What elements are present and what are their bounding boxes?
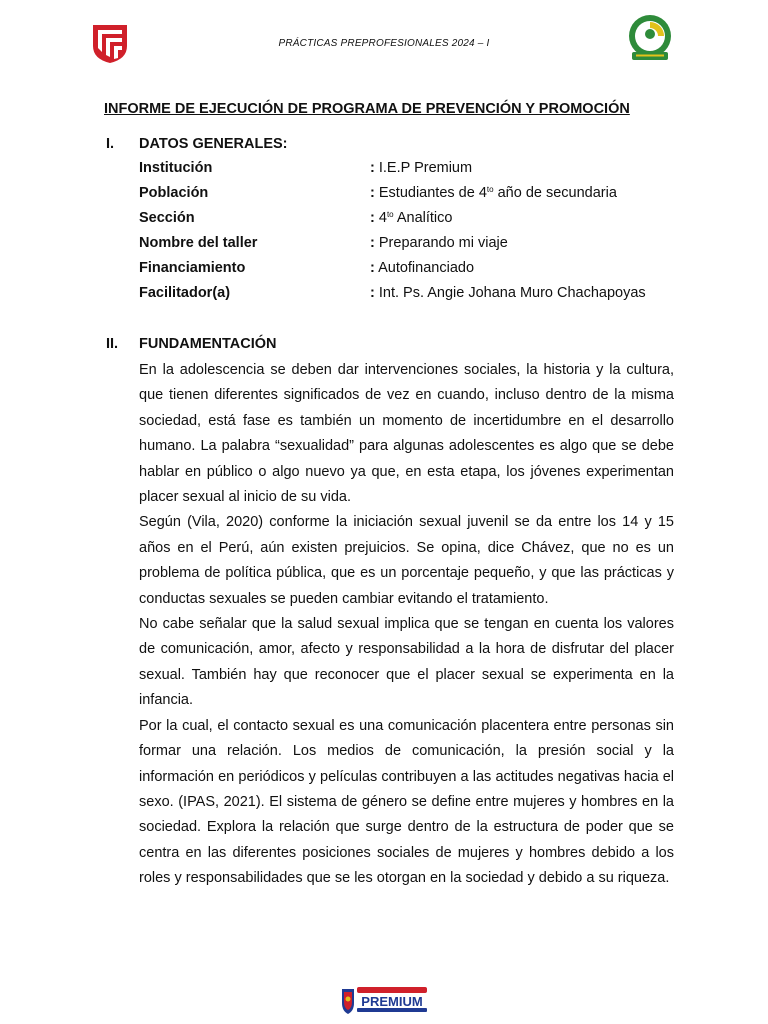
field-nombre-taller: [139, 235, 699, 255]
field-label: Nombre del taller: [139, 235, 258, 251]
field-label: Población: [139, 185, 209, 201]
section-2-heading: FUNDAMENTACIÓN: [139, 336, 277, 352]
accreditation-badge-icon: [626, 12, 674, 66]
footer-logo-text: PREMIUM: [361, 994, 423, 1009]
field-value: : Autofinanciado: [370, 260, 475, 276]
document-title: INFORME DE EJECUCIÓN DE PROGRAMA DE PREVENCIÓN Y PROMOCIÓN: [104, 101, 630, 117]
paragraph: Por la cual, el contacto sexual es una comunicación placentera entre personas sin formar una relación. Los medios de comunicación, la presión social y la información en periódicos y películas contribuyen a las actitudes negativas hacia el sexo. (IPAS, 2021). El sistema de género se define entre mujeres y hombres en la sociedad. Explora la relación que surge dentro de la estructura de poder que se centra en las diferentes posiciones sociales de mujeres y hombres debido a los roles y responsabilidades que se les otorgan en la sociedad y debido a su riqueza.: [139, 717, 674, 887]
colegio-premium-logo-icon: [340, 985, 428, 1017]
paragraph: En la adolescencia se deben dar intervenciones sociales, la historia y la cultura, que tienen diferentes significados de vez en cuando, incluso dentro de la misma sociedad, está fase es también un momento de incertidumbre en el desarrollo humano. La palabra “sexualidad” para algunas adolescentes es algo que se debe hablar en público o algo nuevo ya que, en esta etapa, los jóvenes experimentan placer sexual al inicio de su vida.: [139, 362, 674, 506]
field-seccion: [139, 210, 699, 230]
field-value: : Estudiantes de $4^{to}$ año de secundaria: [370, 185, 617, 201]
field-label: Financiamiento: [139, 260, 246, 276]
section-1-heading: DATOS GENERALES:: [139, 136, 288, 152]
fundamentacion-body: [139, 358, 674, 892]
field-value: : I.E.P Premium: [370, 160, 473, 176]
section-1-number: I.: [106, 136, 115, 152]
field-institucion: [139, 160, 699, 180]
field-label: Institución: [139, 160, 213, 176]
paragraph: No cabe señalar que la salud sexual implica que se tengan en cuenta los valores de comunicación, amor, afecto y responsabilidad a la hora de disfrutar del placer sexual. También hay que reconocer que el placer sexual se experimenta en la infancia.: [139, 616, 674, 709]
field-facilitador: [139, 285, 699, 305]
field-label: Sección: [139, 210, 195, 226]
field-value: : $4^{to}$ Analítico: [370, 210, 453, 226]
section-2-number: II.: [106, 336, 119, 352]
header-title: PRÁCTICAS PREPROFESIONALES 2024 – I: [278, 38, 490, 49]
field-value: : Preparando mi viaje: [370, 235, 508, 251]
field-label: Facilitador(a): [139, 285, 231, 301]
field-financiamiento: [139, 260, 699, 280]
paragraph: Según (Vila, 2020) conforme la iniciación sexual juvenil se da entre los 14 y 15 años en el Perú, aún existen prejuicios. Se opina, dice Chávez, que no es un problema de política pública, que es un porcentaje pequeño, y que las prácticas y conductas sexuales se pueden cambiar evitando el tratamiento.: [139, 514, 674, 607]
field-poblacion: [139, 185, 699, 205]
field-value: : Int. Ps. Angie Johana Muro Chachapoyas: [370, 285, 646, 301]
